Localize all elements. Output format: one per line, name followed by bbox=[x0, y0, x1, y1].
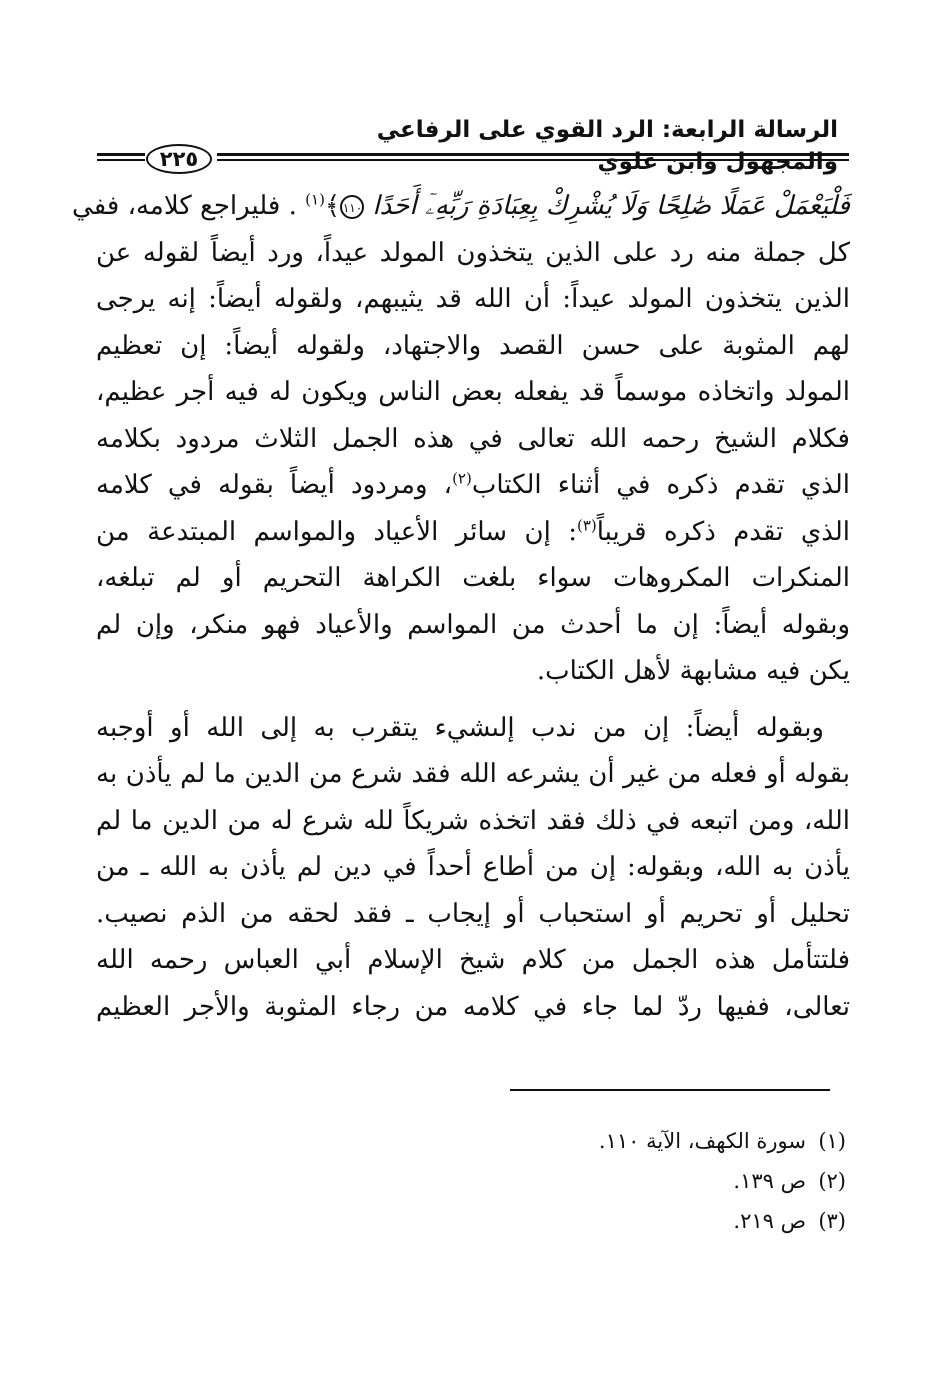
text-line-7 bbox=[96, 462, 850, 509]
running-header-title: الرسالة الرابعة: الرد القوي على الرفاعي والمجهول وابن علوي bbox=[376, 117, 838, 175]
header-rule-right bbox=[217, 153, 849, 161]
text-line-8-part-b: : إن سائر الأعياد والمواسم المبتدعة من bbox=[96, 516, 577, 547]
text-line-11: يكن فيه مشابهة لأهل الكتاب. bbox=[536, 656, 850, 686]
text-line-3: الذين يتخذون المولد عيداً: أن الله قد يثيبهم، ولقوله أيضاً: إنه يرجى bbox=[96, 284, 851, 314]
footnote-number: (٣) bbox=[818, 1209, 846, 1233]
text-line-13: بقوله أو فعله من غير أن يشرعه الله فقد شرع من الدين ما لم يأذن به bbox=[96, 759, 850, 789]
text-line-7-part-a: الذي تقدم ذكره في أثناء الكتاب bbox=[471, 470, 850, 500]
text-line-7-part-b: ، ومردود أيضاً بقوله في كلامه bbox=[96, 470, 453, 500]
text-line-5: المولد واتخاذه موسماً قد يفعله بعض الناس ويكون له فيه أجر عظيم، bbox=[96, 377, 850, 407]
text-line-10: وبقوله أيضاً: إن ما أحدث من المواسم والأعياد فهو منكر، وإن لم bbox=[96, 609, 850, 640]
paragraph-gap bbox=[96, 695, 850, 705]
footnote-ref-3: (٣) bbox=[576, 515, 597, 534]
text-line-9: المنكرات المكروهات سواء بلغت الكراهة التحريم أو لم تبلغه، bbox=[96, 563, 850, 593]
footnote-number: (٢) bbox=[818, 1169, 846, 1193]
footnote-separator bbox=[510, 1089, 830, 1091]
text-line-18: تعالى، ففيها ردّ لما جاء في كلامه من رجاء المثوبة والأجر العظيم bbox=[96, 991, 850, 1022]
header-rule-left bbox=[97, 153, 145, 161]
quran-ayah: فَلْيَعْمَلْ عَمَلًا صَٰلِحًا وَلَا يُشْرِكْ بِعِبَادَةِ رَبِّهِۦٓ أَحَدًا bbox=[372, 191, 850, 221]
footnote-2 bbox=[446, 1161, 846, 1201]
text-line-6: فكلام الشيخ رحمه الله تعالى في هذه الجمل الثلاث مردود بكلامه bbox=[96, 423, 850, 454]
text-line-8-part-a: الذي تقدم ذكره قريباً bbox=[596, 516, 850, 547]
page-number: ٢٢٥ bbox=[146, 144, 212, 174]
text-line-1-rest: . فليراجع كلامه، ففي bbox=[72, 191, 297, 221]
footnotes bbox=[446, 1121, 846, 1241]
text-line-8 bbox=[96, 509, 850, 556]
text-line-2: كل جملة منه رد على الذين يتخذون المولد عيداً، ورد أيضاً لقوله عن bbox=[96, 237, 850, 268]
text-line-1 bbox=[72, 183, 850, 230]
footnote-ref-1: (١) bbox=[305, 190, 325, 209]
footnote-text: سورة الكهف، الآية ١١٠. bbox=[598, 1129, 806, 1153]
main-text bbox=[72, 183, 851, 1030]
footnote-text: ص ٢١٩. bbox=[733, 1209, 806, 1233]
footnote-3 bbox=[446, 1201, 846, 1241]
text-line-12: وبقوله أيضاً: إن من ندب إلىشيء يتقرب به إلى الله أو أوجبه bbox=[96, 712, 824, 743]
footnote-1 bbox=[446, 1121, 846, 1161]
text-line-14: الله، ومن اتبعه في ذلك فقد اتخذه شريكاً لله شرع له من الدين ما لم bbox=[96, 805, 850, 836]
footnote-number: (١) bbox=[818, 1129, 846, 1153]
text-line-4: لهم المثوبة على حسن القصد والاجتهاد، ولقوله أيضاً: إن تعظيم bbox=[96, 330, 850, 361]
ayah-number-marker: ١١٠ bbox=[340, 195, 364, 219]
text-line-17: فلتتأمل هذه الجمل من كلام شيخ الإسلام أبي العباس رحمه الله bbox=[96, 945, 850, 975]
footnote-ref-2: (٢) bbox=[452, 469, 472, 488]
ayah-closing-bracket: ﴾ bbox=[324, 191, 341, 221]
text-line-16: تحليل أو تحريم أو استحباب أو إيجاب ـ فقد لحقه من الذم نصيب. bbox=[96, 898, 850, 929]
text-line-15: يأذن به الله، وبقوله: إن من أطاع أحداً في دين لم يأذن به الله ـ من bbox=[96, 852, 850, 882]
footnote-text: ص ١٣٩. bbox=[733, 1169, 806, 1193]
